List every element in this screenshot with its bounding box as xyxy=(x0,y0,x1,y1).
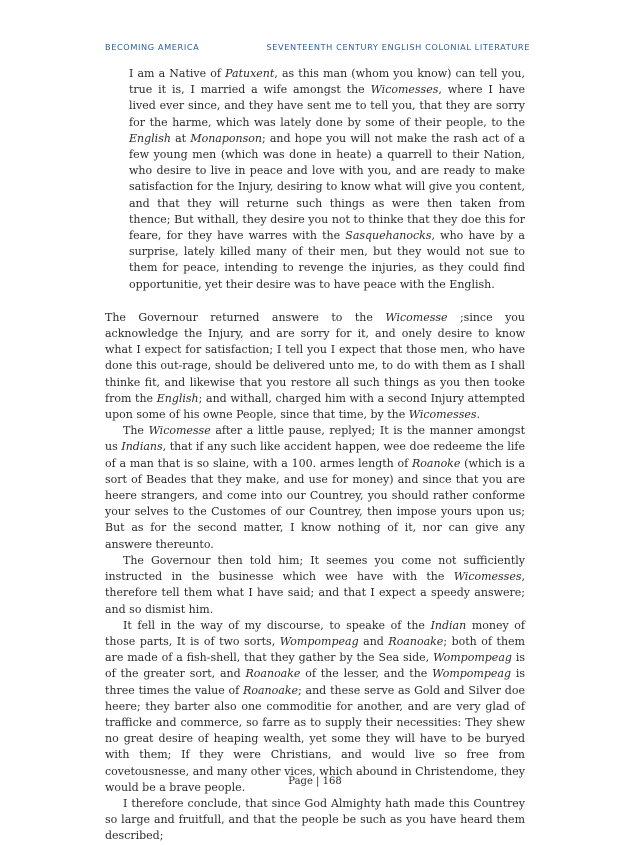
header-chapter-title: SEVENTEENTH CENTURY ENGLISH COLONIAL LITERATURE xyxy=(266,42,530,52)
header-book-title: BECOMING AMERICA xyxy=(105,42,200,52)
body-text xyxy=(105,66,525,845)
paragraph xyxy=(105,553,525,618)
italic-term: Wompompeag xyxy=(279,634,359,648)
text-run: ; and these serve as Gold and Silver doe heere; they barter also one commoditie for another, and are very glad of trafficke and commerce, so farre as to supply their necessities: They shew no great desire of heaping wealth, yet some they will have to be buryed with them; If they were Christians, and would live so free from covetousnesse, and many other vices, which abound in Christendome, they would be a brave people. xyxy=(105,683,525,794)
text-run: ; and withall, charged him with a second Injury attempted upon some of his owne People, since that time, by the xyxy=(105,391,525,422)
text-run: ;since you acknowledge the Injury, and are sorry for it, and onely desire to know what I expect for satisfaction; I tell you I expect that those men, who have done this out-rage, should be delivered unto me, to do with them as I shall thinke fit, and likewise that you restore all such things as you then tooke from the xyxy=(105,310,525,405)
text-run: (which is a sort of Beades that they make, and use for money) and since that you are heere strangers, and come into our Countrey, you should rather conforme your selves to the Customes of our Countrey, then impose yours upon us; But as for the second matter, I know nothing of it, nor can give any answere thereunto. xyxy=(105,456,526,551)
italic-term: Wompompeag xyxy=(432,667,512,681)
italic-term: Wicomesse xyxy=(148,424,211,438)
text-run: , therefore tell them what I have said; and that I expect a speedy answere; and so dismist him. xyxy=(105,570,525,616)
text-run: after a little pause, replyed; It is the manner amongst us xyxy=(105,424,525,454)
text-run: and xyxy=(358,634,389,648)
paragraph xyxy=(105,310,525,423)
italic-term: Indian xyxy=(430,618,467,632)
italic-term: Wompompeag xyxy=(433,651,512,665)
page-label: Page xyxy=(288,776,313,787)
italic-term: Sasquehanocks xyxy=(345,229,432,243)
text-run: I therefore conclude, that since God Almighty hath made this Countrey so large and fruitfull, and that the people be such as you have heard them described; xyxy=(105,796,525,843)
paragraph xyxy=(105,618,525,796)
italic-term: Wicomesses xyxy=(453,570,522,584)
text-run: is of the greater sort, and xyxy=(105,651,525,681)
text-run: . xyxy=(476,408,481,422)
text-run: at xyxy=(170,131,191,145)
italic-term: Indians xyxy=(121,440,163,454)
text-run: money of those parts, It is of two sorts, xyxy=(105,618,525,648)
text-run: It fell in the way of my discourse, to speake of the xyxy=(123,618,431,632)
italic-term: English xyxy=(156,391,199,405)
text-run: The Governour returned answere to the xyxy=(105,310,386,324)
running-header xyxy=(105,42,530,52)
italic-term: Roanoake xyxy=(245,667,301,681)
text-run: I am a Native of xyxy=(129,67,226,80)
text-run: , where I have lived ever since, and they have sent me to tell you, that they are sorry for the harme, which was lately done by some of their people, to the xyxy=(129,83,525,129)
paragraph xyxy=(105,796,525,845)
italic-term: Wicomesse xyxy=(385,310,448,324)
italic-term: Monaponson xyxy=(190,131,262,145)
italic-term: Patuxent xyxy=(225,67,275,80)
text-run: , that if any such like accident happen, wee doe redeeme the life of a man that is so slaine, with a 100. armes length of xyxy=(105,440,525,470)
block-quote xyxy=(129,66,525,293)
text-run: The xyxy=(123,424,149,438)
text-run: is three times the value of xyxy=(105,667,526,697)
paragraph xyxy=(105,423,525,553)
text-run: ; both of them are made of a fish-shell, that they gather by the Sea side, xyxy=(105,634,525,665)
text-run: The Governour then told him; It seemes you come not sufficiently instructed in the businesse which wee have with the xyxy=(105,553,525,584)
text-run: of the lesser, and the xyxy=(300,667,433,681)
page-footer xyxy=(0,776,630,787)
italic-term: English xyxy=(129,131,171,145)
text-run: , as this man (whom you know) can tell you, true it is, I married a wife amongst the xyxy=(129,67,525,97)
italic-term: Roanoake xyxy=(243,683,298,697)
italic-term: Roanoke xyxy=(412,456,461,470)
paragraph-gap xyxy=(105,293,525,310)
text-run: ; and hope you will not make the rash act of a few young men (which was done in heate) a quarrell to their Nation, who desire to live in peace and love with you, and are ready to make satisfaction for the Injury, desiring to know what will give you content, and that they will returne such things as were then taken from thence; But withall, they desire you not to thinke that they doe this for feare, for they have warres with the xyxy=(129,131,525,243)
page-number: 168 xyxy=(322,776,342,787)
italic-term: Roanoake xyxy=(388,634,444,648)
italic-term: Wicomesses xyxy=(370,83,439,97)
italic-term: Wicomesses xyxy=(408,408,477,422)
text-run: , who have by a surprise, lately killed many of their men, but they would not sue to them for peace, intending to revenge the injuries, as they could find opportunitie, yet their desire was to have peace with the English. xyxy=(129,229,525,291)
page-separator: | xyxy=(312,776,323,787)
